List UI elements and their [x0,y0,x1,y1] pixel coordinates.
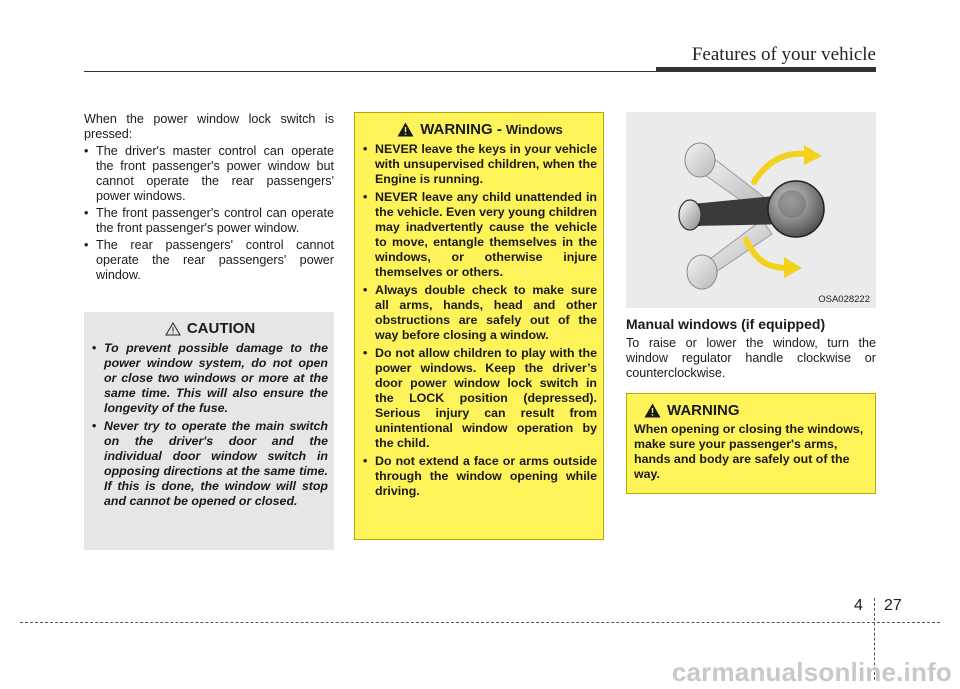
list-item: • NEVER leave any child unattended in the vehicle. Even very young children may inadvertently cause the vehicle to move, entangle themselves in the windows, or otherwise injure themselves or others. [363,190,597,280]
intro-text: When the power window lock switch is pressed: [84,112,334,141]
warning-heading [363,121,597,138]
header-rule-accent [656,67,876,72]
warning-manual-box [626,393,876,494]
warning-heading [634,402,869,419]
list-item: • To prevent possible damage to the power window system, do not open or close two windows or more at the same time. This will also ensure the longevity of the fuse. [92,341,328,416]
chapter-number: 4 [854,597,863,614]
warning-triangle-icon [644,403,661,418]
window-crank-handle-illustration [626,112,876,308]
warning-list [363,142,597,499]
lock-bullet-list [84,144,334,283]
warning-triangle-icon [397,122,414,137]
caution-box [84,312,334,550]
section-body: To raise or lower the window, turn the window regulator handle clockwise or counterclockwise. [626,336,876,380]
figure-code: OSA028222 [818,294,870,305]
warning-windows-box [354,112,604,540]
header-rule [84,71,664,72]
section-heading: Manual windows (if equipped) [626,316,826,332]
watermark: carmanualsonline.info [671,657,952,687]
caution-title: CAUTION [186,320,256,337]
warning-subtitle: Windows [505,122,563,137]
page-number: 27 [884,597,902,614]
list-item: • NEVER leave the keys in your vehicle with unsupervised children, when the Engine is running. [363,142,597,187]
list-item: • Do not extend a face or arms outside through the window opening while driving. [363,454,597,499]
list-item: • The rear passengers' control cannot operate the rear passengers' power window. [84,238,334,283]
window-handle-figure [626,112,876,308]
caution-list [92,341,328,509]
list-item: • The driver's master control can operate the front passenger's power window but cannot operate the rear passengers' power windows. [84,144,334,204]
header-title: Features of your vehicle [691,44,876,65]
warning-title: WARNING [667,402,740,419]
caution-triangle-icon [165,322,181,336]
caution-heading [92,320,328,337]
warning-body: When opening or closing the windows, make sure your passenger's arms, hands and body are safely out of the way. [634,422,864,481]
list-item: • Do not allow children to play with the power windows. Keep the driver’s door power window lock switch in the LOCK position (depressed). Serious injury can result from unintentional window operation by the child. [363,346,597,451]
list-item: • Always double check to make sure all arms, hands, head and other obstructions are safely out of the way before closing a window. [363,283,597,343]
list-item: • Never try to operate the main switch on the driver's door and the individual door window switch in opposing directions at the same time. If this is done, the window will stop and cannot be opened or closed. [92,419,328,509]
power-window-lock-section [84,112,334,285]
warning-title: WARNING - [420,121,502,138]
footer-rule [20,622,940,623]
list-item: • The front passenger's control can operate the front passenger's power window. [84,206,334,236]
